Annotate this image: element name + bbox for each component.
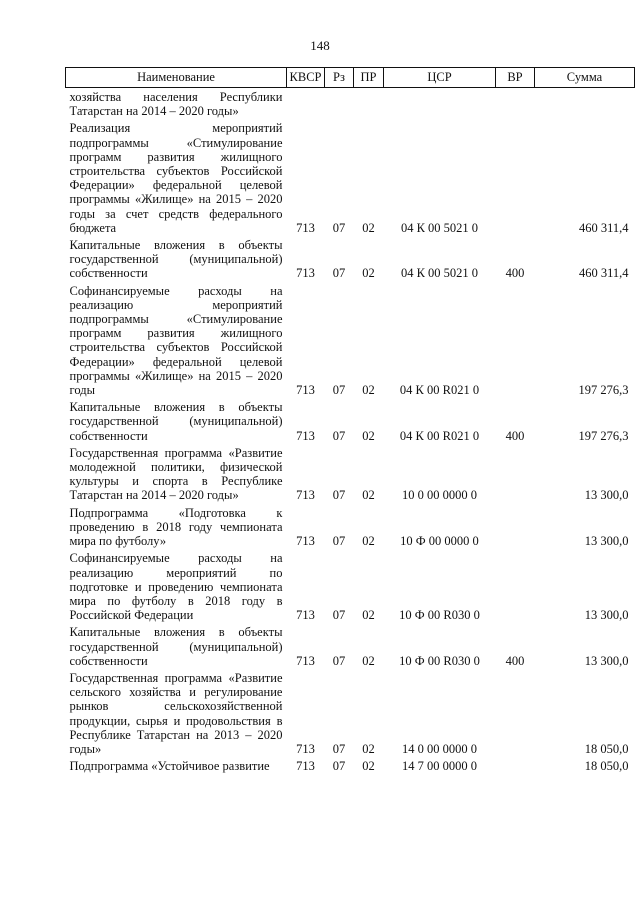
row-vr: 400: [505, 653, 525, 668]
row-kvsr: 713: [296, 266, 315, 281]
table-row: [66, 119, 635, 236]
row-sum: 13 300,0: [584, 534, 629, 549]
budget-table: [65, 67, 635, 774]
row-name: Софинансируемые расходы на реализацию мероприятий по подготовке и проведению чемпионата мира по футболу в 2018 году в Российской Федерации: [69, 551, 283, 623]
row-vr: [496, 444, 535, 504]
header-sum: Сумма: [535, 68, 635, 88]
row-pr: [354, 88, 384, 120]
table-row: [66, 757, 635, 774]
row-name: Софинансируемые расходы на реализацию мероприятий подпрограммы «Стимулирование программ развития жилищного строительства субъектов Российской Федерации» федеральной целевой программы «Жилище» на 2015 – 2020 годы: [69, 283, 283, 398]
row-kvsr: 713: [296, 759, 315, 774]
row-kvsr: 713: [296, 741, 315, 756]
row-kvsr: 713: [296, 383, 315, 398]
row-sum: 197 276,3: [578, 383, 629, 398]
row-name: Капитальные вложения в объекты государственной (муниципальной) собственности: [69, 625, 283, 668]
row-name: хозяйства населения Республики Татарстан на 2014 – 2020 годы»: [69, 90, 283, 119]
row-kvsr: 713: [296, 608, 315, 623]
row-csr: 10 0 00 0000 0: [402, 488, 477, 503]
row-pr: 02: [362, 759, 375, 774]
row-name: Государственная программа «Развитие молодежной политики, физической культуры и спорта в Республике Татарстан на 2014 – 2020 годы»: [69, 445, 283, 503]
row-rz: 07: [332, 488, 346, 503]
row-pr: 02: [362, 608, 375, 623]
row-pr: 02: [362, 653, 375, 668]
row-vr: [496, 119, 535, 236]
row-vr: [496, 282, 535, 399]
row-vr: 400: [505, 428, 525, 443]
row-pr: 02: [362, 383, 375, 398]
row-pr: 02: [362, 220, 375, 235]
row-csr: 14 7 00 0000 0: [402, 759, 477, 774]
row-kvsr: 713: [296, 534, 315, 549]
table-row: [66, 504, 635, 550]
row-vr: [496, 504, 535, 550]
row-csr: 10 Ф 00 R030 0: [399, 653, 480, 668]
row-rz: 07: [332, 608, 346, 623]
row-sum: 460 311,4: [578, 266, 629, 281]
table-row: [66, 444, 635, 504]
row-pr: 02: [362, 266, 375, 281]
row-name: Реализация мероприятий подпрограммы «Стимулирование программ развития жилищного строительства субъектов Российской Федерации» федеральной целевой программы «Жилище» на 2015 – 2020 годы за счет средств федерального бюджета: [69, 121, 283, 235]
table-row: [66, 282, 635, 399]
header-csr: ЦСР: [384, 68, 496, 88]
row-sum: 18 050,0: [584, 741, 629, 756]
header-name: Наименование: [66, 68, 287, 88]
row-rz: 07: [332, 653, 346, 668]
row-name: Подпрограмма «Подготовка к проведению в 2018 году чемпионата мира по футболу»: [69, 505, 283, 549]
row-kvsr: 713: [296, 488, 315, 503]
table-header-row: [66, 68, 635, 88]
row-csr: 14 0 00 0000 0: [402, 741, 477, 756]
row-sum: 197 276,3: [578, 428, 629, 443]
table-row: [66, 669, 635, 757]
table-row: [66, 398, 635, 444]
row-pr: 02: [362, 741, 375, 756]
row-csr: 10 Ф 00 R030 0: [399, 608, 480, 623]
row-name: Подпрограмма «Устойчивое развитие: [69, 759, 270, 774]
row-sum: 13 300,0: [584, 608, 629, 623]
row-sum: 13 300,0: [584, 653, 629, 668]
row-name: Капитальные вложения в объекты государственной (муниципальной) собственности: [69, 400, 283, 443]
table-row: [66, 623, 635, 669]
row-rz: 07: [332, 534, 346, 549]
row-csr: 04 К 00 R021 0: [399, 383, 480, 398]
row-kvsr: 713: [296, 428, 315, 443]
row-name: Капитальные вложения в объекты государственной (муниципальной) собственности: [69, 238, 283, 281]
row-pr: 02: [362, 488, 375, 503]
row-rz: 07: [332, 220, 346, 235]
table-row: [66, 236, 635, 282]
header-rz: Рз: [325, 68, 354, 88]
row-rz: [325, 88, 354, 120]
row-kvsr: 713: [296, 653, 315, 668]
row-csr: 04 К 00 5021 0: [400, 266, 479, 281]
row-csr: 04 К 00 5021 0: [400, 220, 479, 235]
row-kvsr: [287, 88, 325, 120]
row-csr: [384, 88, 496, 120]
row-vr: [496, 88, 535, 120]
table-row: [66, 88, 635, 120]
row-vr: 400: [505, 266, 525, 281]
row-pr: 02: [362, 428, 375, 443]
row-rz: 07: [332, 428, 346, 443]
row-sum: 460 311,4: [578, 220, 629, 235]
row-kvsr: 713: [296, 220, 315, 235]
row-vr: [496, 669, 535, 757]
table-row: [66, 549, 635, 623]
row-rz: 07: [332, 266, 346, 281]
row-csr: 04 К 00 R021 0: [399, 428, 480, 443]
row-sum: [535, 88, 635, 120]
header-pr: ПР: [354, 68, 384, 88]
row-vr: [496, 549, 535, 623]
row-vr: [496, 757, 535, 774]
page-number: 148: [310, 38, 330, 53]
header-vr: ВР: [496, 68, 535, 88]
row-csr: 10 Ф 00 0000 0: [400, 534, 479, 549]
row-sum: 13 300,0: [584, 488, 629, 503]
row-rz: 07: [332, 741, 346, 756]
row-sum: 18 050,0: [584, 759, 629, 774]
row-name: Государственная программа «Развитие сельского хозяйства и регулирование рынков сельскохозяйственной продукции, сырья и продовольствия в Республике Татарстан на 2013 – 2020 годы»: [69, 670, 283, 756]
row-rz: 07: [332, 759, 346, 774]
header-kvsr: КВСР: [287, 68, 325, 88]
row-pr: 02: [362, 534, 375, 549]
row-rz: 07: [332, 383, 346, 398]
